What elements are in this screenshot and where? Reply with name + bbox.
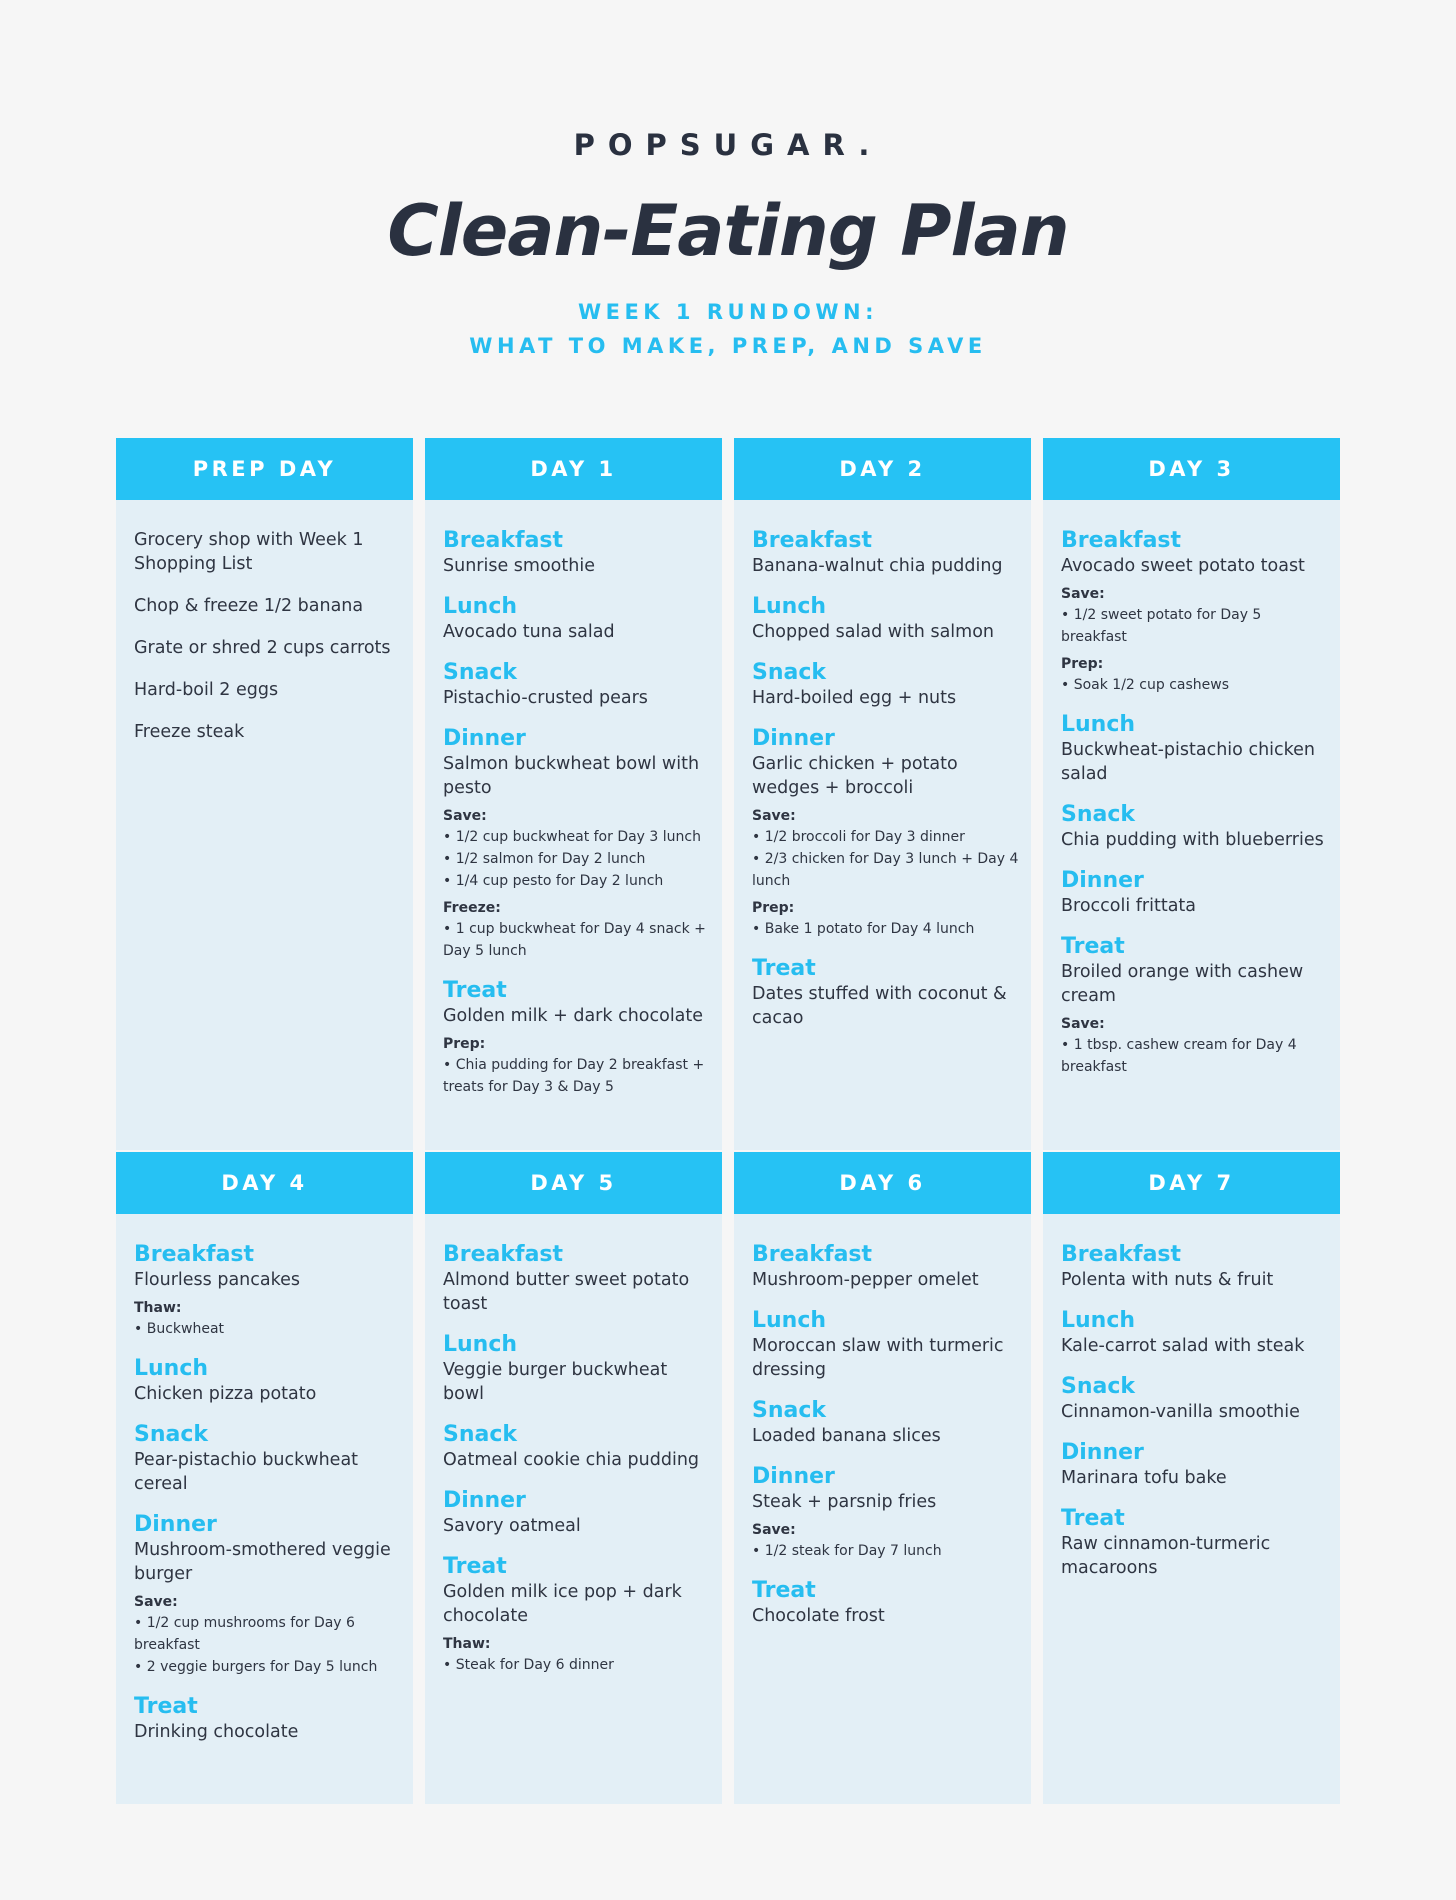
prep-note — [443, 1034, 710, 1098]
meal-label: Snack — [752, 1398, 827, 1423]
meal-label: Breakfast — [443, 528, 564, 553]
meal-label: Treat — [752, 1578, 816, 1603]
note-item: • 2 veggie burgers for Day 5 lunch — [134, 1656, 401, 1678]
meal-name: Sunrise smoothie — [443, 556, 595, 576]
prep-task: Hard-boil 2 eggs — [134, 680, 279, 700]
snack-entry — [1061, 802, 1328, 852]
note-item: • 1/2 salmon for Day 2 lunch — [443, 848, 710, 870]
dinner-entry — [752, 1464, 1019, 1562]
meal-label: Breakfast — [752, 1242, 873, 1267]
meal-label: Lunch — [134, 1356, 209, 1381]
meal-label: Breakfast — [1061, 528, 1182, 553]
meal-label: Snack — [752, 660, 827, 685]
meal-name: Banana-walnut chia pudding — [752, 556, 1003, 576]
lunch-entry — [752, 1308, 1019, 1382]
freeze-note — [443, 898, 710, 962]
meal-name: Hard-boiled egg + nuts — [752, 688, 957, 708]
treat-entry — [752, 956, 1019, 1030]
meal-name: Buckwheat-pistachio chicken salad — [1061, 740, 1316, 784]
meal-label: Dinner — [134, 1512, 217, 1537]
dinner-entry — [752, 726, 1019, 940]
day-7-column — [1043, 1152, 1340, 1804]
dinner-entry — [1061, 1440, 1328, 1490]
snack-entry — [1061, 1374, 1328, 1424]
note-item: • Chia pudding for Day 2 breakfast + treats for Day 3 & Day 5 — [443, 1054, 710, 1098]
day-2-column — [734, 438, 1031, 1150]
meal-name: Drinking chocolate — [134, 1722, 299, 1742]
note-label: Save: — [752, 808, 796, 824]
note-item: • Soak 1/2 cup cashews — [1061, 674, 1328, 696]
lunch-entry — [752, 594, 1019, 644]
note-label: Save: — [752, 1522, 796, 1538]
meal-label: Breakfast — [752, 528, 873, 553]
meal-name: Raw cinnamon-turmeric macaroons — [1061, 1534, 1271, 1578]
note-item: • 1 tbsp. cashew cream for Day 4 breakfast — [1061, 1034, 1328, 1078]
note-item: • 1/2 broccoli for Day 3 dinner — [752, 826, 1019, 848]
meal-name: Kale-carrot salad with steak — [1061, 1336, 1305, 1356]
meal-name: Garlic chicken + potato wedges + broccoli — [752, 754, 958, 798]
breakfast-entry — [443, 528, 710, 578]
prep-day-column — [116, 438, 413, 1150]
column-heading: DAY 1 — [425, 438, 722, 500]
note-label: Save: — [1061, 586, 1105, 602]
treat-entry — [752, 1578, 1019, 1628]
column-heading: DAY 2 — [734, 438, 1031, 500]
meal-label: Treat — [443, 1554, 507, 1579]
meal-label: Treat — [1061, 1506, 1125, 1531]
dinner-entry — [443, 726, 710, 962]
lunch-entry — [1061, 1308, 1328, 1358]
meal-label: Snack — [134, 1422, 209, 1447]
meal-name: Savory oatmeal — [443, 1516, 581, 1536]
lunch-entry — [443, 1332, 710, 1406]
note-item: • Steak for Day 6 dinner — [443, 1654, 710, 1676]
meal-label: Treat — [134, 1694, 198, 1719]
meal-label: Snack — [443, 660, 518, 685]
subtitle-line-2: WHAT TO MAKE, PREP, AND SAVE — [469, 334, 987, 358]
meal-name: Almond butter sweet potato toast — [443, 1270, 690, 1314]
column-heading: DAY 4 — [116, 1152, 413, 1214]
meal-name: Dates stuffed with coconut & cacao — [752, 984, 1007, 1028]
week-row-1 — [116, 438, 1340, 1150]
breakfast-entry — [443, 1242, 710, 1316]
note-item: • 1/4 cup pesto for Day 2 lunch — [443, 870, 710, 892]
column-heading: DAY 6 — [734, 1152, 1031, 1214]
meal-name: Chia pudding with blueberries — [1061, 830, 1324, 850]
meal-name: Steak + parsnip fries — [752, 1492, 937, 1512]
snack-entry — [443, 660, 710, 710]
note-label: Freeze: — [443, 900, 501, 916]
meal-label: Treat — [1061, 934, 1125, 959]
meal-name: Chopped salad with salmon — [752, 622, 995, 642]
meal-label: Dinner — [1061, 1440, 1144, 1465]
note-label: Save: — [1061, 1016, 1105, 1032]
lunch-entry — [1061, 712, 1328, 786]
note-item: • 1/2 steak for Day 7 lunch — [752, 1540, 1019, 1562]
lunch-entry — [134, 1356, 401, 1406]
meal-name: Mushroom-pepper omelet — [752, 1270, 979, 1290]
meal-label: Dinner — [1061, 868, 1144, 893]
meal-name: Veggie burger buckwheat bowl — [443, 1360, 668, 1404]
day-3-column — [1043, 438, 1340, 1150]
note-label: Prep: — [752, 900, 795, 916]
day-5-column — [425, 1152, 722, 1804]
prep-task: Chop & freeze 1/2 banana — [134, 596, 364, 616]
meal-label: Lunch — [443, 1332, 518, 1357]
meal-name: Oatmeal cookie chia pudding — [443, 1450, 700, 1470]
note-label: Thaw: — [134, 1300, 182, 1316]
meal-name: Loaded banana slices — [752, 1426, 941, 1446]
meal-label: Breakfast — [1061, 1242, 1182, 1267]
column-heading: PREP DAY — [116, 438, 413, 500]
note-item: • 1/2 sweet potato for Day 5 breakfast — [1061, 604, 1328, 648]
meal-name: Broccoli frittata — [1061, 896, 1197, 916]
breakfast-entry — [752, 1242, 1019, 1292]
meal-label: Breakfast — [134, 1242, 255, 1267]
treat-entry — [1061, 1506, 1328, 1580]
meal-name: Polenta with nuts & fruit — [1061, 1270, 1274, 1290]
note-label: Save: — [443, 808, 487, 824]
meal-label: Lunch — [443, 594, 518, 619]
column-heading: DAY 7 — [1043, 1152, 1340, 1214]
brand-logo: POPSUGAR. — [573, 128, 883, 162]
day-6-column — [734, 1152, 1031, 1804]
prep-task: Freeze steak — [134, 722, 245, 742]
meal-name: Flourless pancakes — [134, 1270, 301, 1290]
meal-name: Cinnamon-vanilla smoothie — [1061, 1402, 1300, 1422]
dinner-entry — [134, 1512, 401, 1678]
meal-name: Golden milk + dark chocolate — [443, 1006, 704, 1026]
save-note — [752, 806, 1019, 892]
note-label: Prep: — [443, 1036, 486, 1052]
note-label: Thaw: — [443, 1636, 491, 1652]
dinner-entry — [443, 1488, 710, 1538]
breakfast-entry — [1061, 1242, 1328, 1292]
column-heading: DAY 3 — [1043, 438, 1340, 500]
note-item: • Buckwheat — [134, 1318, 401, 1340]
lunch-entry — [443, 594, 710, 644]
snack-entry — [752, 1398, 1019, 1448]
meal-name: Moroccan slaw with turmeric dressing — [752, 1336, 1004, 1380]
meal-label: Snack — [1061, 1374, 1136, 1399]
meal-name: Avocado sweet potato toast — [1061, 556, 1305, 576]
thaw-note — [134, 1298, 401, 1340]
prep-note — [752, 898, 1019, 940]
treat-entry — [1061, 934, 1328, 1078]
note-item: • 1 cup buckwheat for Day 4 snack + Day 5 lunch — [443, 918, 710, 962]
save-note — [443, 806, 710, 892]
meal-name: Golden milk ice pop + dark chocolate — [443, 1582, 682, 1626]
breakfast-entry — [134, 1242, 401, 1340]
meal-label: Dinner — [752, 726, 835, 751]
save-note — [134, 1592, 401, 1678]
meal-label: Lunch — [1061, 712, 1136, 737]
breakfast-entry — [752, 528, 1019, 578]
meal-name: Pistachio-crusted pears — [443, 688, 648, 708]
prep-task: Grocery shop with Week 1 Shopping List — [134, 530, 364, 574]
save-note — [752, 1520, 1019, 1562]
page-title: Clean-Eating Plan — [387, 190, 1069, 272]
week-row-2 — [116, 1152, 1340, 1804]
meal-label: Lunch — [752, 594, 827, 619]
note-label: Save: — [134, 1594, 178, 1610]
meal-label: Snack — [443, 1422, 518, 1447]
note-item: • 2/3 chicken for Day 3 lunch + Day 4 lunch — [752, 848, 1019, 892]
meal-name: Mushroom-smothered veggie burger — [134, 1540, 391, 1584]
meal-name: Chocolate frost — [752, 1606, 885, 1626]
meal-label: Lunch — [1061, 1308, 1136, 1333]
save-note — [1061, 584, 1328, 648]
meal-name: Chicken pizza potato — [134, 1384, 317, 1404]
meal-name: Avocado tuna salad — [443, 622, 615, 642]
meal-label: Snack — [1061, 802, 1136, 827]
note-label: Prep: — [1061, 656, 1104, 672]
note-item: • 1/2 cup mushrooms for Day 6 breakfast — [134, 1612, 401, 1656]
meal-name: Marinara tofu bake — [1061, 1468, 1227, 1488]
meal-name: Broiled orange with cashew cream — [1061, 962, 1304, 1006]
note-item: • Bake 1 potato for Day 4 lunch — [752, 918, 1019, 940]
treat-entry — [443, 978, 710, 1098]
note-item: • 1/2 cup buckwheat for Day 3 lunch — [443, 826, 710, 848]
prep-task: Grate or shred 2 cups carrots — [134, 638, 391, 658]
column-heading: DAY 5 — [425, 1152, 722, 1214]
snack-entry — [134, 1422, 401, 1496]
dinner-entry — [1061, 868, 1328, 918]
snack-entry — [443, 1422, 710, 1472]
meal-name: Pear-pistachio buckwheat cereal — [134, 1450, 359, 1494]
treat-entry — [443, 1554, 710, 1676]
save-note — [1061, 1014, 1328, 1078]
meal-label: Lunch — [752, 1308, 827, 1333]
day-1-column — [425, 438, 722, 1150]
meal-name: Salmon buckwheat bowl with pesto — [443, 754, 700, 798]
meal-label: Dinner — [752, 1464, 835, 1489]
prep-note — [1061, 654, 1328, 696]
meal-label: Treat — [752, 956, 816, 981]
meal-label: Treat — [443, 978, 507, 1003]
breakfast-entry — [1061, 528, 1328, 696]
meal-label: Breakfast — [443, 1242, 564, 1267]
snack-entry — [752, 660, 1019, 710]
day-4-column — [116, 1152, 413, 1804]
subtitle-line-1: WEEK 1 RUNDOWN: — [577, 300, 879, 324]
meal-label: Dinner — [443, 726, 526, 751]
meal-label: Dinner — [443, 1488, 526, 1513]
treat-entry — [134, 1694, 401, 1744]
thaw-note — [443, 1634, 710, 1676]
